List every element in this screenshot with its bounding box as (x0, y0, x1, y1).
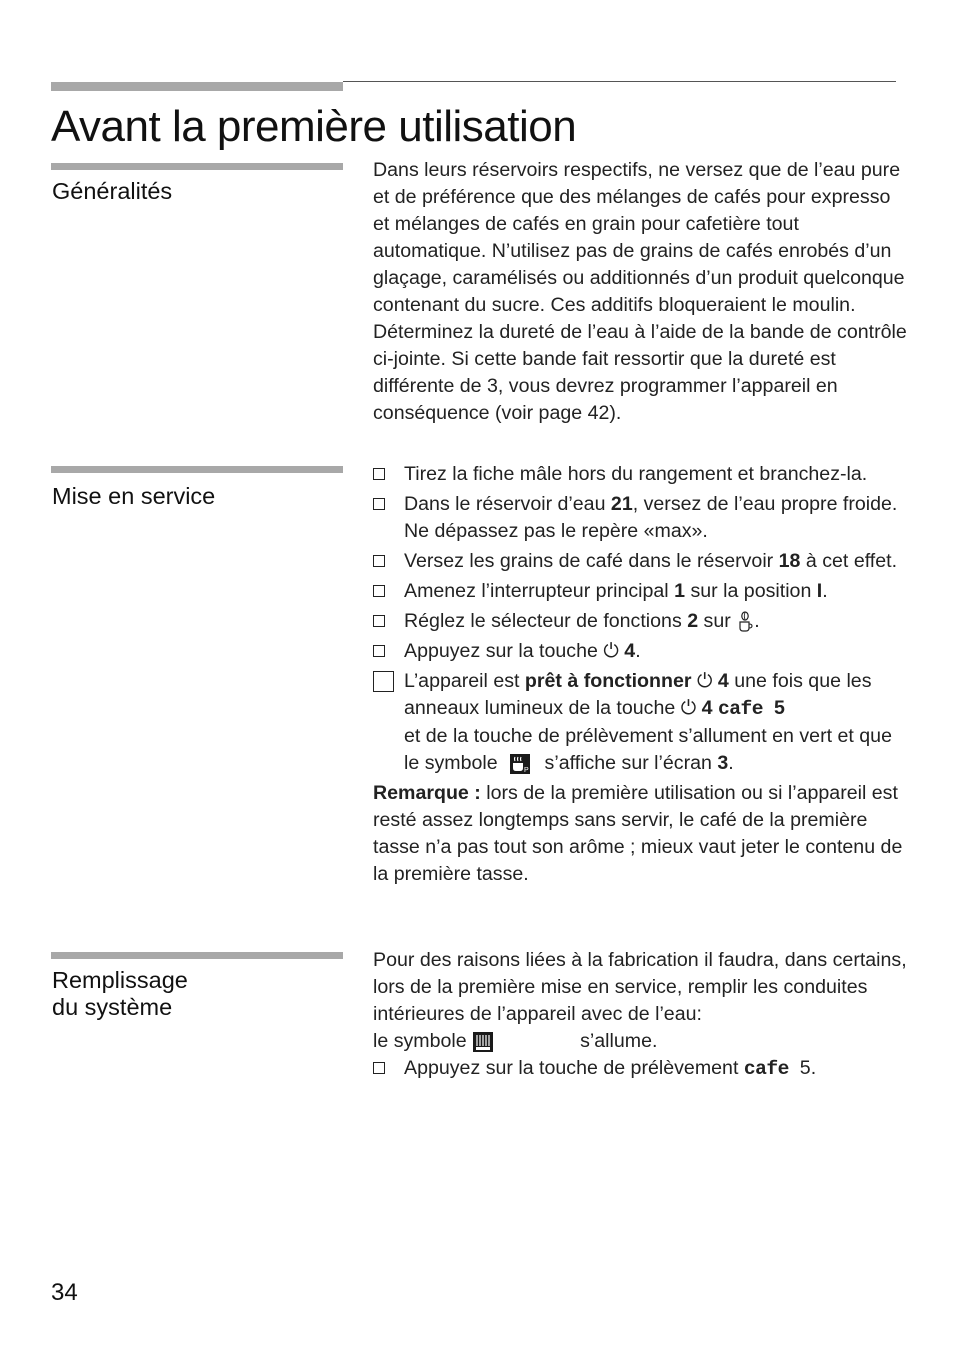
cafe-key-label: cafe (743, 1058, 789, 1080)
section-rule-mise-en-service (51, 466, 343, 473)
step-ready: L’appareil est prêt à fonctionner ⏻ 4 une fois que les anneaux lumineux de la touche ⏻ 4 cafe 5 et de la touche de prélèvement s’allument en vert et que le symbole P s’affiche sur l’écran 3. (373, 668, 905, 777)
checkbox-bullet-icon (373, 498, 385, 510)
step-press-dispense: Appuyez sur la touche de prélèvement cafe 5. (373, 1055, 913, 1083)
step-function-selector: Réglez le sélecteur de fonctions 2 sur . (373, 608, 905, 635)
checkbox-bullet-icon (373, 615, 385, 627)
remplissage-body (373, 947, 913, 1083)
remplissage-steps (373, 1055, 913, 1083)
step-coffee-beans: Versez les grains de café dans le réservoir 18 à cet effet. (373, 548, 905, 575)
svg-text:P: P (524, 766, 529, 774)
checkbox-bullet-icon (373, 645, 385, 657)
section-heading-mise-en-service: Mise en service (52, 483, 216, 509)
checkbox-bullet-icon (373, 671, 394, 692)
step-on-button: Appuyez sur la touche ⏻ 4. (373, 638, 905, 665)
note-label: Remarque : (373, 782, 481, 804)
section-rule-generalites (51, 163, 343, 170)
top-rule-thick (51, 82, 343, 91)
mise-en-service-body (373, 461, 905, 888)
system-fill-icon (472, 1031, 494, 1053)
power-icon: ⏻ (603, 640, 619, 662)
generalites-text: Dans leurs réservoirs respectifs, ne versez que de l’eau pure et de préférence que des mélanges de cafés pour expresso et mélanges de cafés en grain pour cafetière tout automatique. N’utilisez pas de grains de cafés enrobés d’un glaçage, caramélisés ou additionnés d’un produit quelconque contenant du sucre. Ces additifs bloqueraient le moulin. Déterminez la dureté de l’eau à l’aide de la bande de contrôle ci-jointe. Si cette bande fait ressortir que la dureté est différente de 3, vous devrez programmer l’appareil en conséquence (voir page 42). (373, 159, 907, 424)
section-heading-generalites: Généralités (52, 178, 173, 204)
checkbox-bullet-icon (373, 585, 385, 597)
page-number: 34 (51, 1279, 78, 1306)
power-icon: ⏻ (696, 670, 713, 692)
cup-display-icon (509, 753, 531, 775)
checkbox-bullet-icon (373, 1062, 385, 1074)
power-icon: ⏻ (680, 697, 697, 719)
section-heading-remplissage: Remplissage du système (52, 967, 188, 1020)
cafe-key-label: cafe (718, 698, 764, 720)
remplissage-symbol-line: le symbole s’allume. (373, 1030, 658, 1052)
checkbox-bullet-icon (373, 555, 385, 567)
section-rule-remplissage (51, 952, 343, 959)
step-water-tank: Dans le réservoir d’eau 21, versez de l’eau propre froide. Ne dépassez pas le repère «max». (373, 491, 905, 545)
step-main-switch: Amenez l’interrupteur principal 1 sur la position I. (373, 578, 905, 605)
top-rule-thin (343, 81, 896, 82)
checkbox-bullet-icon (373, 468, 385, 480)
step-plug: Tirez la fiche mâle hors du rangement et branchez-la. (373, 461, 905, 488)
setup-steps (373, 461, 905, 777)
remplissage-text: Pour des raisons liées à la fabrication il faudra, dans certains, lors de la première mise en service, remplir les conduites intérieures de l’appareil avec de l’eau: (373, 949, 907, 1025)
note-paragraph: Remarque : lors de la première utilisation ou si l’appareil est resté assez longtemps sans servir, le café de la première tasse n’a pas tout son arôme ; mieux vaut jeter le contenu de la première tasse. (373, 782, 903, 885)
page-title: Avant la première utilisation (51, 102, 577, 151)
coffee-bean-cup-icon (736, 611, 754, 633)
generalites-body (373, 157, 909, 427)
